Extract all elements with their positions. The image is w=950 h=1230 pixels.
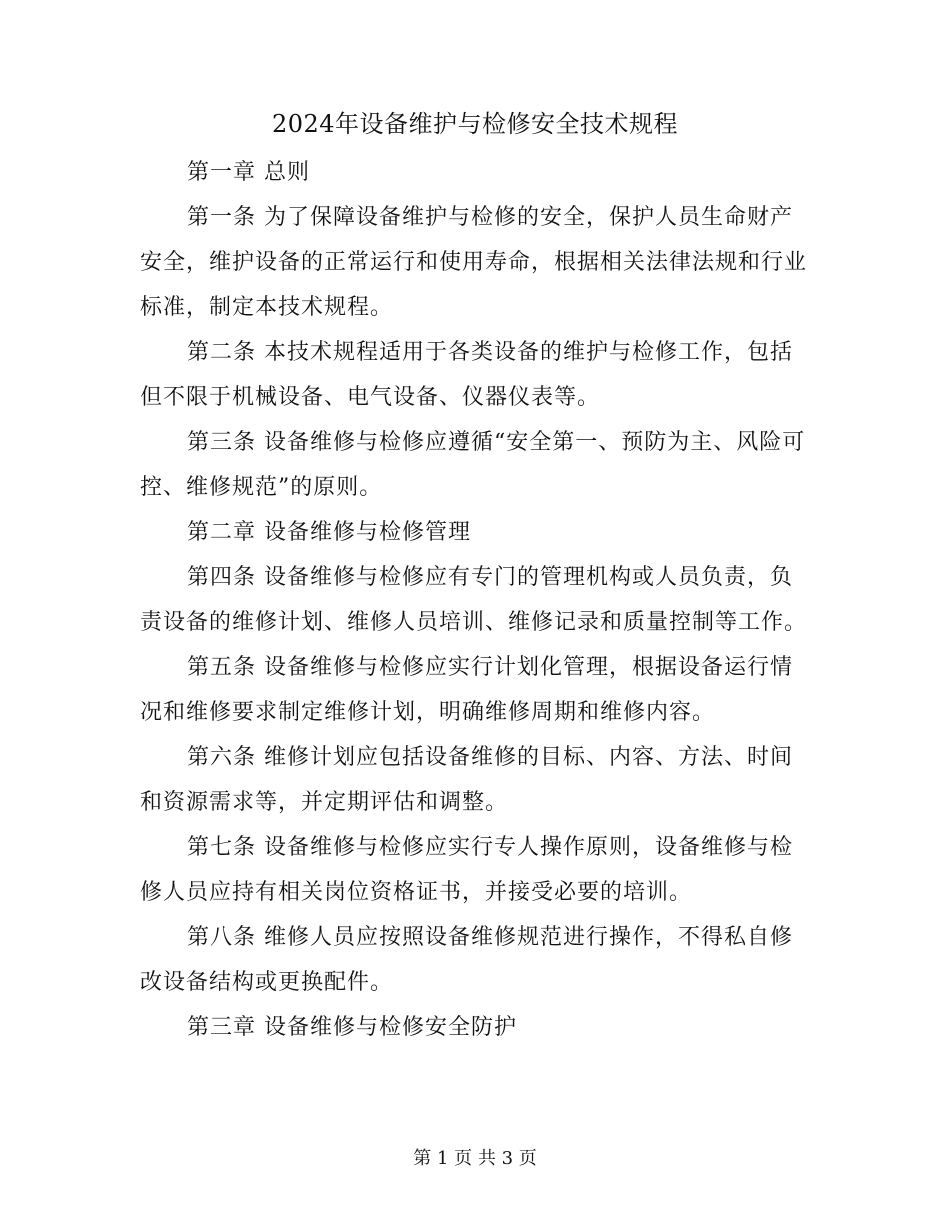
article-paragraph: 第六条 维修计划应包括设备维修的目标、内容、方法、时间和资源需求等，并定期评估和调整。	[140, 745, 793, 815]
page-number-footer: 第 1 页 共 3 页	[413, 1148, 537, 1169]
document-body	[140, 150, 810, 1050]
article-paragraph: 第二条 本技术规程适用于各类设备的维护与检修工作，包括但不限于机械设备、电气设备、仪器仪表等。	[140, 340, 793, 410]
document-title: 2024年设备维护与检修安全技术规程	[271, 110, 679, 138]
chapter-heading: 第二章 设备维修与检修管理	[187, 520, 471, 545]
article-paragraph: 第四条 设备维修与检修应有专门的管理机构或人员负责，负责设备的维修计划、维修人员培训、维修记录和质量控制等工作。	[140, 565, 808, 635]
chapter-heading: 第一章 总则	[187, 160, 310, 185]
article-paragraph: 第一条 为了保障设备维护与检修的安全，保护人员生命财产安全，维护设备的正常运行和使用寿命，根据相关法律法规和行业标准，制定本技术规程。	[140, 205, 808, 320]
chapter-heading: 第三章 设备维修与检修安全防护	[187, 1015, 517, 1040]
article-paragraph: 第三条 设备维修与检修应遵循“安全第一、预防为主、风险可控、维修规范”的原则。	[140, 430, 806, 500]
article-paragraph: 第五条 设备维修与检修应实行计划化管理，根据设备运行情况和维修要求制定维修计划，明确维修周期和维修内容。	[140, 655, 793, 725]
article-paragraph: 第七条 设备维修与检修应实行专人操作原则，设备维修与检修人员应持有相关岗位资格证书，并接受必要的培训。	[140, 835, 793, 905]
article-paragraph: 第八条 维修人员应按照设备维修规范进行操作，不得私自修改设备结构或更换配件。	[140, 925, 793, 995]
